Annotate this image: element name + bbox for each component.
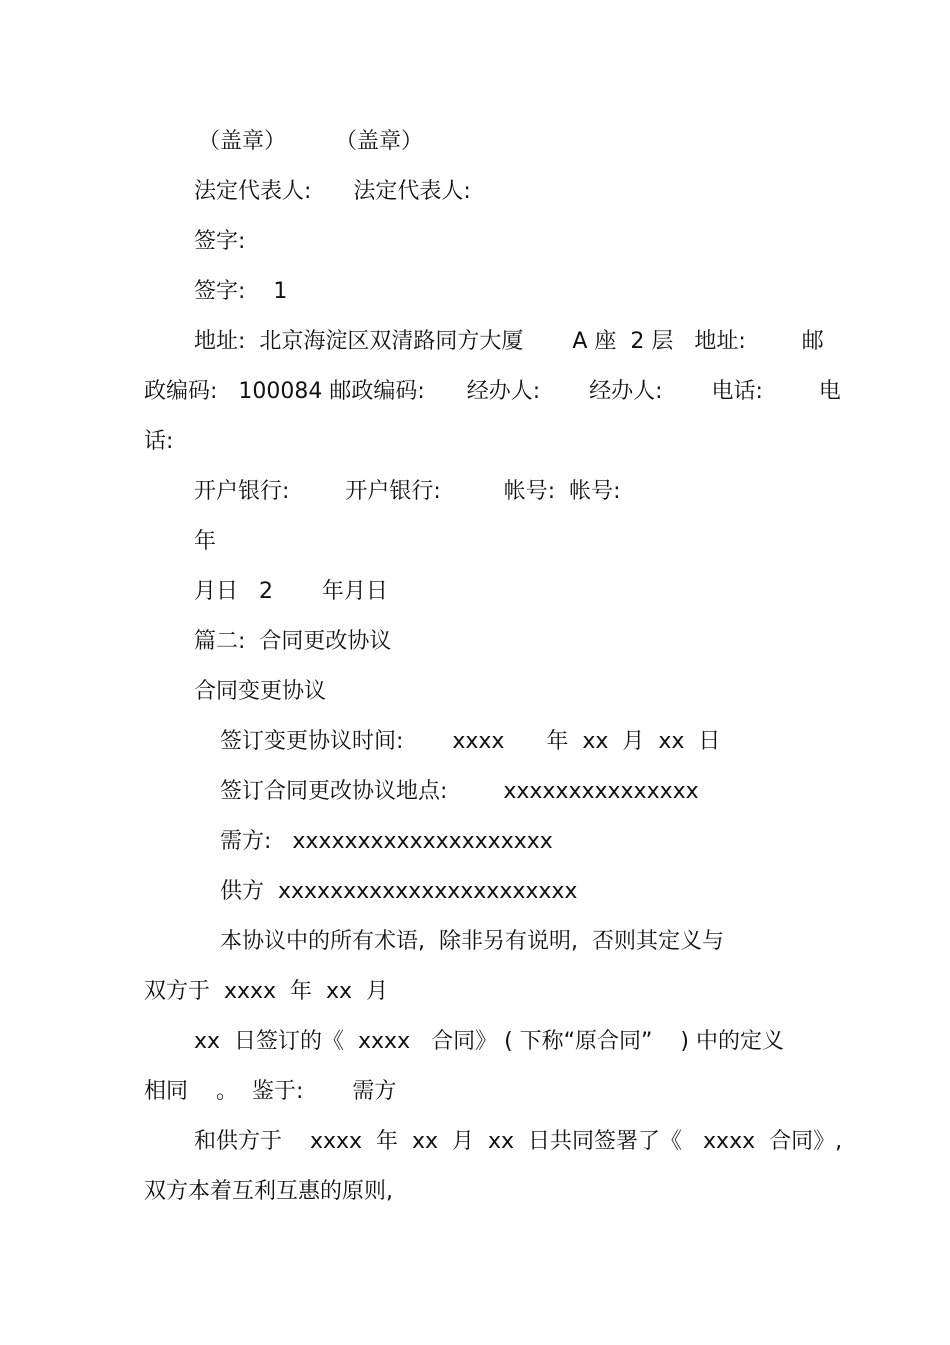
body-text-line: 双方本着互利互惠的原则, — [144, 1179, 393, 1204]
agreement-title: 合同变更协议 — [194, 679, 327, 704]
sign-time-line: 签订变更协议时间: xxxx 年 xx 月 xx 日 — [220, 729, 721, 754]
buyer-line: 需方: xxxxxxxxxxxxxxxxxxxx — [220, 829, 553, 854]
body-text-line: 相同 。 鉴于: 需方 — [144, 1079, 397, 1104]
postcode-line: 政编码: 100084 邮政编码: 经办人: 经办人: 电话: 电 — [144, 379, 841, 404]
body-text-line: 和供方于 xxxx 年 xx 月 xx 日共同签署了《 xxxx 合同》, — [194, 1129, 843, 1154]
legal-representative-line: 法定代表人: 法定代表人: — [194, 179, 471, 204]
sign-place-line: 签订合同更改协议地点: xxxxxxxxxxxxxxx — [220, 779, 699, 804]
supplier-line: 供方 xxxxxxxxxxxxxxxxxxxxxxx — [220, 879, 578, 904]
signature-line-2: 签字: 1 — [194, 279, 288, 304]
address-line: 地址: 北京海淀区双清路同方大厦 A 座 2 层 地址: 邮 — [194, 329, 824, 354]
body-text-line: 本协议中的所有术语, 除非另有说明, 否则其定义与 — [220, 929, 724, 954]
body-text-line: xx 日签订的《 xxxx 合同》 ( 下称“原合同” ) 中的定义 — [194, 1029, 784, 1054]
section-heading: 篇二: 合同更改协议 — [194, 629, 392, 654]
seal-line: （盖章） （盖章） — [198, 129, 423, 154]
year-line: 年 — [194, 529, 217, 554]
bank-account-line: 开户银行: 开户银行: 帐号: 帐号: — [194, 479, 621, 504]
body-text-line: 双方于 xxxx 年 xx 月 — [144, 979, 389, 1004]
signature-line-1: 签字: — [194, 229, 246, 254]
phone-line: 话: — [144, 429, 174, 454]
date-line: 月日 2 年月日 — [194, 579, 388, 604]
